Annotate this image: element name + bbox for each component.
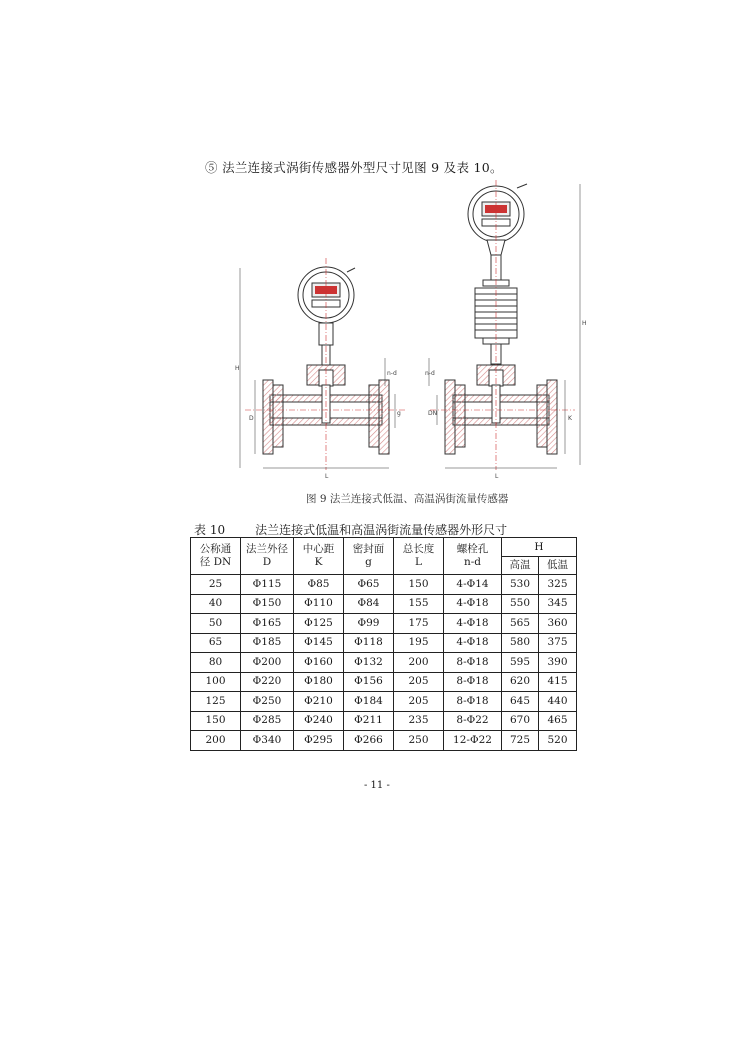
table-row (191, 653, 577, 673)
table-cell: 80 (191, 653, 241, 673)
header-h-high: 高温 (502, 557, 539, 575)
table-cell: 595 (502, 653, 539, 673)
table-cell: 150 (191, 711, 241, 731)
table-cell: 670 (502, 711, 539, 731)
table-cell: Φ156 (344, 672, 394, 692)
table-cell: Φ180 (294, 672, 344, 692)
table-cell: Φ115 (241, 575, 294, 595)
table-cell: 4-Φ18 (444, 594, 502, 614)
table-title (194, 521, 507, 538)
svg-text:L: L (495, 473, 499, 480)
table-cell: Φ340 (241, 731, 294, 751)
table-cell: 440 (539, 692, 577, 712)
table-cell: Φ160 (294, 653, 344, 673)
table-cell: Φ250 (241, 692, 294, 712)
table-cell: 40 (191, 594, 241, 614)
table-cell: Φ295 (294, 731, 344, 751)
table-row (191, 575, 577, 595)
table-cell: 8-Φ18 (444, 653, 502, 673)
table-cell: 550 (502, 594, 539, 614)
table-cell: 65 (191, 633, 241, 653)
table-cell: 8-Φ18 (444, 672, 502, 692)
table-number: 表 10 (194, 523, 226, 537)
table-cell: Φ185 (241, 633, 294, 653)
table-cell: Φ211 (344, 711, 394, 731)
table-row (191, 614, 577, 634)
table-cell: Φ220 (241, 672, 294, 692)
table-cell: Φ99 (344, 614, 394, 634)
table-cell: 390 (539, 653, 577, 673)
table-row (191, 633, 577, 653)
table-cell: Φ84 (344, 594, 394, 614)
svg-text:n-d: n-d (425, 370, 435, 377)
table-cell: Φ285 (241, 711, 294, 731)
table-cell: Φ150 (241, 594, 294, 614)
table-cell: 125 (191, 692, 241, 712)
table-cell: Φ85 (294, 575, 344, 595)
svg-text:n-d: n-d (387, 370, 397, 377)
table-cell: 465 (539, 711, 577, 731)
svg-text:H: H (235, 365, 240, 372)
table-cell: 645 (502, 692, 539, 712)
table-cell: 620 (502, 672, 539, 692)
table-cell: 100 (191, 672, 241, 692)
page-number: - 11 - (364, 780, 390, 791)
table-cell: 205 (394, 692, 444, 712)
table-cell: 200 (394, 653, 444, 673)
table-cell: Φ184 (344, 692, 394, 712)
table-cell: 8-Φ18 (444, 692, 502, 712)
table-row (191, 692, 577, 712)
table-row (191, 594, 577, 614)
table-cell: 8-Φ22 (444, 711, 502, 731)
svg-text:DN: DN (428, 410, 438, 417)
svg-text:L: L (325, 473, 329, 480)
table-cell: 12-Φ22 (444, 731, 502, 751)
table-cell: 345 (539, 594, 577, 614)
table-cell: 150 (394, 575, 444, 595)
high-temp-sensor-drawing (429, 180, 580, 470)
table-cell: 235 (394, 711, 444, 731)
table-cell: 250 (394, 731, 444, 751)
svg-text:D: D (249, 415, 254, 422)
header-dn: 公称通 径 DN (191, 538, 241, 575)
table-cell: 155 (394, 594, 444, 614)
intro-paragraph: ⑤ 法兰连接式涡街传感器外型尺寸见图 9 及表 10。 (205, 160, 503, 175)
table-cell: 4-Φ18 (444, 633, 502, 653)
table-cell: Φ118 (344, 633, 394, 653)
table-cell: Φ210 (294, 692, 344, 712)
header-k: 中心距 K (294, 538, 344, 575)
table-cell: Φ110 (294, 594, 344, 614)
header-l: 总长度 L (394, 538, 444, 575)
table-cell: 4-Φ18 (444, 614, 502, 634)
table-title-text: 法兰连接式低温和高温涡街流量传感器外形尺寸 (255, 523, 508, 537)
svg-text:g: g (397, 410, 401, 417)
dimensions-table (190, 537, 577, 751)
table-cell: Φ65 (344, 575, 394, 595)
table-cell: 565 (502, 614, 539, 634)
table-cell: 580 (502, 633, 539, 653)
table-cell: Φ200 (241, 653, 294, 673)
figure-caption: 图 9 法兰连接式低温、高温涡街流量传感器 (306, 493, 509, 505)
table-cell: Φ125 (294, 614, 344, 634)
svg-text:K: K (568, 415, 572, 422)
table-cell: 195 (394, 633, 444, 653)
header-d: 法兰外径 D (241, 538, 294, 575)
table-cell: 4-Φ14 (444, 575, 502, 595)
table-cell: Φ132 (344, 653, 394, 673)
table-cell: 360 (539, 614, 577, 634)
table-row (191, 731, 577, 751)
table-cell: 415 (539, 672, 577, 692)
table-cell: 725 (502, 731, 539, 751)
table-cell: Φ145 (294, 633, 344, 653)
low-temp-sensor-drawing (240, 258, 405, 470)
table-cell: 205 (394, 672, 444, 692)
table-cell: 200 (191, 731, 241, 751)
header-h: H (502, 538, 577, 557)
table-cell: 50 (191, 614, 241, 634)
table-cell: Φ165 (241, 614, 294, 634)
header-g: 密封面 g (344, 538, 394, 575)
table-cell: 530 (502, 575, 539, 595)
figure-9-drawing (225, 180, 595, 490)
table-cell: 520 (539, 731, 577, 751)
table-cell: 25 (191, 575, 241, 595)
svg-text:H: H (582, 320, 587, 327)
table-cell: Φ240 (294, 711, 344, 731)
table-row (191, 711, 577, 731)
table-cell: 175 (394, 614, 444, 634)
header-nd: 螺栓孔 n-d (444, 538, 502, 575)
table-row (191, 672, 577, 692)
header-h-low: 低温 (539, 557, 577, 575)
table-cell: 325 (539, 575, 577, 595)
table-cell: Φ266 (344, 731, 394, 751)
table-cell: 375 (539, 633, 577, 653)
